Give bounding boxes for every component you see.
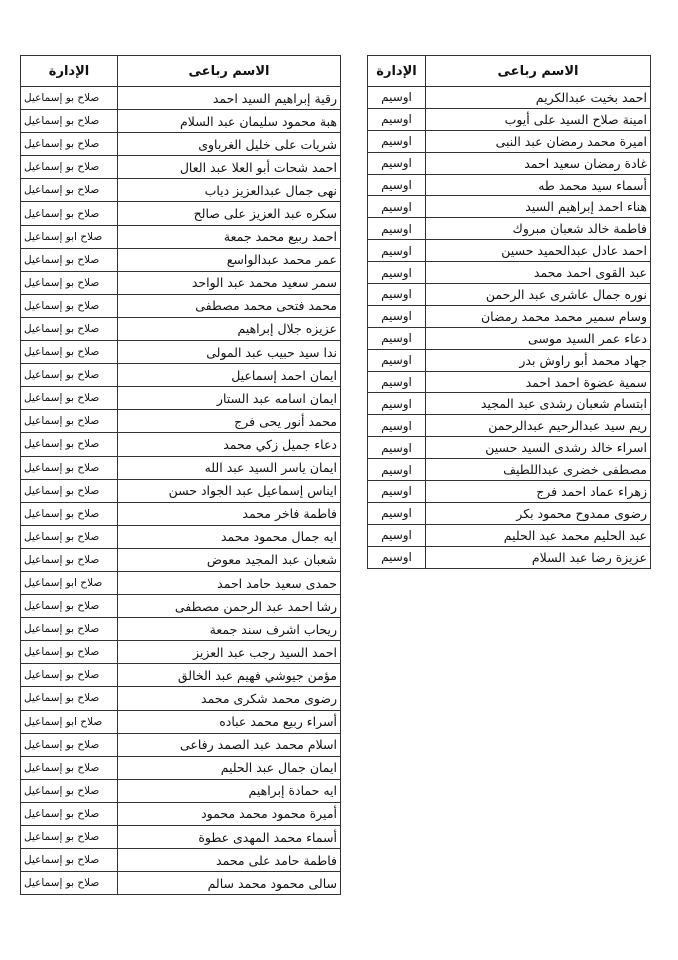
administration-cell: صلاح بو إسماعيل (21, 548, 118, 571)
full-name-cell: غادة رمضان سعيد احمد (426, 152, 651, 174)
full-name-cell: رضوى محمد شكرى محمد (118, 687, 341, 710)
administration-cell: صلاح بو إسماعيل (21, 802, 118, 825)
full-name-cell: أسماء سيد محمد طه (426, 174, 651, 196)
right-names-table (367, 55, 651, 569)
administration-cell: اوسيم (368, 502, 426, 524)
full-name-cell: مصطفى خضرى عبداللطيف (426, 459, 651, 481)
administration-cell: اوسيم (368, 524, 426, 546)
table-row (21, 733, 341, 756)
administration-cell: صلاح بو إسماعيل (21, 779, 118, 802)
administration-cell: صلاح بو إسماعيل (21, 502, 118, 525)
administration-cell: صلاح بو إسماعيل (21, 156, 118, 179)
administration-cell: اوسيم (368, 108, 426, 130)
administration-cell: اوسيم (368, 87, 426, 109)
table-row (368, 459, 651, 481)
full-name-cell: أميرة محمود محمد محمود (118, 802, 341, 825)
administration-cell: صلاح بو إسماعيل (21, 849, 118, 872)
table-row (21, 571, 341, 594)
administration-cell: اوسيم (368, 305, 426, 327)
full-name-cell: ندا سيد حبيب عبد المولى (118, 341, 341, 364)
administration-cell: صلاح بو إسماعيل (21, 479, 118, 502)
administration-cell: صلاح بو إسماعيل (21, 433, 118, 456)
full-name-cell: سالى محمود محمد سالم (118, 872, 341, 895)
full-name-cell: نوره جمال عاشرى عبد الرحمن (426, 284, 651, 306)
table-row (21, 664, 341, 687)
administration-cell: صلاح بو إسماعيل (21, 248, 118, 271)
full-name-cell: ابتسام شعبان رشدى عبد المجيد (426, 393, 651, 415)
full-name-cell: ايمان احمد إسماعيل (118, 364, 341, 387)
table-row (368, 393, 651, 415)
full-name-cell: هناء احمد إبراهيم السيد (426, 196, 651, 218)
administration-cell: صلاح ابو إسماعيل (21, 225, 118, 248)
administration-cell: صلاح بو إسماعيل (21, 826, 118, 849)
administration-cell: صلاح بو إسماعيل (21, 595, 118, 618)
table-row (368, 437, 651, 459)
table-row (21, 364, 341, 387)
table-row (368, 196, 651, 218)
administration-cell: اوسيم (368, 174, 426, 196)
administration-cell: صلاح بو إسماعيل (21, 110, 118, 133)
administration-cell: اوسيم (368, 130, 426, 152)
administration-cell: اوسيم (368, 481, 426, 503)
header-full-name: الاسم رباعى (426, 56, 651, 87)
administration-cell: اوسيم (368, 393, 426, 415)
full-name-cell: دعاء جميل زكي محمد (118, 433, 341, 456)
administration-cell: صلاح بو إسماعيل (21, 87, 118, 110)
full-name-cell: ايه حمادة إبراهيم (118, 779, 341, 802)
table-row (21, 456, 341, 479)
table-row (21, 294, 341, 317)
full-name-cell: فاطمة حامد على محمد (118, 849, 341, 872)
administration-cell: اوسيم (368, 415, 426, 437)
table-row (21, 849, 341, 872)
table-row (368, 524, 651, 546)
table-row (368, 481, 651, 503)
table-row (21, 595, 341, 618)
full-name-cell: احمد السيد رجب عبد العزيز (118, 641, 341, 664)
full-name-cell: عبد الحليم محمد عبد الحليم (426, 524, 651, 546)
table-row (368, 502, 651, 524)
administration-cell: صلاح ابو إسماعيل (21, 710, 118, 733)
table-row (368, 218, 651, 240)
administration-cell: اوسيم (368, 546, 426, 568)
administration-cell: صلاح بو إسماعيل (21, 664, 118, 687)
administration-cell: صلاح بو إسماعيل (21, 456, 118, 479)
table-row (21, 225, 341, 248)
full-name-cell: فاطمة خالد شعبان مبروك (426, 218, 651, 240)
administration-cell: اوسيم (368, 218, 426, 240)
full-name-cell: فاطمة فاخر محمد (118, 502, 341, 525)
administration-cell: صلاح بو إسماعيل (21, 756, 118, 779)
full-name-cell: حمدى سعيد حامد احمد (118, 571, 341, 594)
full-name-cell: دعاء عمر السيد موسى (426, 327, 651, 349)
table-row (21, 317, 341, 340)
header-full-name: الاسم رباعى (118, 56, 341, 87)
full-name-cell: اسلام محمد عبد الصمد رفاعى (118, 733, 341, 756)
table-row (21, 271, 341, 294)
administration-cell: صلاح بو إسماعيل (21, 641, 118, 664)
full-name-cell: عزيزه جلال إبراهيم (118, 317, 341, 340)
administration-cell: اوسيم (368, 437, 426, 459)
table-row (21, 687, 341, 710)
administration-cell: صلاح بو إسماعيل (21, 341, 118, 364)
table-row (21, 872, 341, 895)
full-name-cell: أسراء ربيع محمد عباده (118, 710, 341, 733)
administration-cell: صلاح بو إسماعيل (21, 618, 118, 641)
full-name-cell: سكره عبد العزيز على صالح (118, 202, 341, 225)
full-name-cell: أسماء محمد المهدى عطوة (118, 826, 341, 849)
full-name-cell: محمد فتحى محمد مصطفى (118, 294, 341, 317)
full-name-cell: ايمان جمال عبد الحليم (118, 756, 341, 779)
administration-cell: صلاح بو إسماعيل (21, 271, 118, 294)
table-row (21, 410, 341, 433)
administration-cell: اوسيم (368, 262, 426, 284)
table-row (21, 341, 341, 364)
full-name-cell: رقية إبراهيم السيد احمد (118, 87, 341, 110)
full-name-cell: رشا احمد عبد الرحمن مصطفى (118, 595, 341, 618)
table-row (368, 152, 651, 174)
full-name-cell: وسام سمير محمد محمد رمضان (426, 305, 651, 327)
full-name-cell: نهى جمال عبدالعزيز دياب (118, 179, 341, 202)
table-row (21, 548, 341, 571)
administration-cell: صلاح بو إسماعيل (21, 294, 118, 317)
table-row (21, 779, 341, 802)
full-name-cell: ايمان اسامه عبد الستار (118, 387, 341, 410)
table-row (21, 502, 341, 525)
table-row (21, 710, 341, 733)
full-name-cell: اسراء خالد رشدى السيد حسين (426, 437, 651, 459)
full-name-cell: رضوى ممدوح محمود بكر (426, 502, 651, 524)
left-names-table (20, 55, 341, 895)
table-row (368, 87, 651, 109)
administration-cell: صلاح بو إسماعيل (21, 133, 118, 156)
full-name-cell: اميرة محمد رمضان عبد النبى (426, 130, 651, 152)
administration-cell: صلاح بو إسماعيل (21, 317, 118, 340)
administration-cell: صلاح بو إسماعيل (21, 410, 118, 433)
table-row (368, 349, 651, 371)
administration-cell: صلاح بو إسماعيل (21, 733, 118, 756)
table-row (368, 240, 651, 262)
administration-cell: اوسيم (368, 349, 426, 371)
administration-cell: اوسيم (368, 284, 426, 306)
table-row (368, 108, 651, 130)
full-name-cell: هبة محمود سليمان عبد السلام (118, 110, 341, 133)
table-row (21, 248, 341, 271)
administration-cell: صلاح بو إسماعيل (21, 364, 118, 387)
full-name-cell: محمد أنور يحى فرج (118, 410, 341, 433)
administration-cell: صلاح بو إسماعيل (21, 525, 118, 548)
table-row (368, 305, 651, 327)
full-name-cell: سمر سعيد محمد عبد الواحد (118, 271, 341, 294)
administration-cell: صلاح ابو إسماعيل (21, 571, 118, 594)
full-name-cell: عزيزة رضا عبد السلام (426, 546, 651, 568)
table-row (368, 284, 651, 306)
table-row (21, 802, 341, 825)
full-name-cell: عبد القوى احمد محمد (426, 262, 651, 284)
table-row (368, 174, 651, 196)
full-name-cell: ايه جمال محمود محمد (118, 525, 341, 548)
administration-cell: اوسيم (368, 152, 426, 174)
full-name-cell: ايمان ياسر السيد عبد الله (118, 456, 341, 479)
table-row (21, 525, 341, 548)
table-row (368, 546, 651, 568)
administration-cell: صلاح بو إسماعيل (21, 179, 118, 202)
table-row (21, 479, 341, 502)
full-name-cell: ايناس إسماعيل عبد الجواد حسن (118, 479, 341, 502)
administration-cell: اوسيم (368, 327, 426, 349)
table-row (21, 133, 341, 156)
administration-cell: اوسيم (368, 196, 426, 218)
table-header-row (368, 56, 651, 87)
table-row (368, 130, 651, 152)
full-name-cell: احمد شحات أبو العلا عبد العال (118, 156, 341, 179)
full-name-cell: سمية عضوة احمد احمد (426, 371, 651, 393)
full-name-cell: زهراء عماد احمد فرج (426, 481, 651, 503)
full-name-cell: ريحاب اشرف سند جمعة (118, 618, 341, 641)
full-name-cell: امينة صلاح السيد على أيوب (426, 108, 651, 130)
table-row (368, 262, 651, 284)
administration-cell: صلاح بو إسماعيل (21, 687, 118, 710)
table-row (21, 618, 341, 641)
full-name-cell: شريات على خليل الغرباوى (118, 133, 341, 156)
administration-cell: صلاح بو إسماعيل (21, 387, 118, 410)
administration-cell: صلاح بو إسماعيل (21, 872, 118, 895)
header-administration: الإدارة (368, 56, 426, 87)
full-name-cell: احمد ربيع محمد جمعة (118, 225, 341, 248)
administration-cell: اوسيم (368, 371, 426, 393)
table-row (368, 415, 651, 437)
table-row (21, 387, 341, 410)
table-row (21, 433, 341, 456)
table-row (21, 179, 341, 202)
full-name-cell: مؤمن جيوشي فهيم عبد الخالق (118, 664, 341, 687)
full-name-cell: ريم سيد عبدالرحيم عبدالرحمن (426, 415, 651, 437)
full-name-cell: احمد بخيت عبدالكريم (426, 87, 651, 109)
table-row (368, 327, 651, 349)
table-row (21, 87, 341, 110)
table-row (21, 156, 341, 179)
full-name-cell: جهاد محمد أبو راوش بدر (426, 349, 651, 371)
table-row (21, 202, 341, 225)
full-name-cell: شعبان عبد المجيد معوض (118, 548, 341, 571)
administration-cell: اوسيم (368, 240, 426, 262)
table-row (368, 371, 651, 393)
full-name-cell: احمد عادل عبدالحميد حسين (426, 240, 651, 262)
administration-cell: اوسيم (368, 459, 426, 481)
full-name-cell: عمر محمد عبدالواسع (118, 248, 341, 271)
administration-cell: صلاح بو إسماعيل (21, 202, 118, 225)
table-header-row (21, 56, 341, 87)
table-row (21, 826, 341, 849)
table-row (21, 641, 341, 664)
table-row (21, 756, 341, 779)
table-row (21, 110, 341, 133)
header-administration: الإدارة (21, 56, 118, 87)
